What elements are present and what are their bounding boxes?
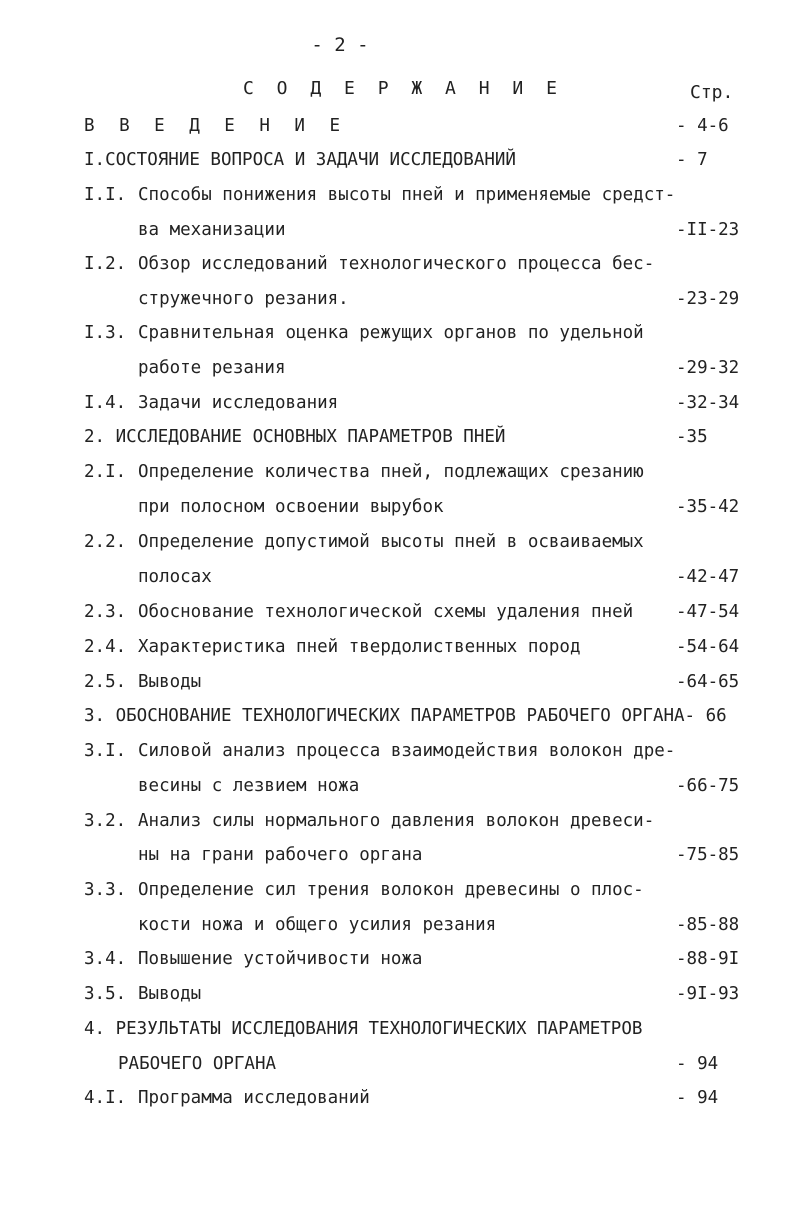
toc-entry-title: Определение количества пней, подлежащих срезанию xyxy=(138,462,644,482)
toc-entry-number: 3.4. xyxy=(84,949,127,969)
toc-entry-title: при полосном освоении вырубок xyxy=(138,497,444,517)
toc-entry xyxy=(0,637,798,667)
toc-title: С О Д Е Р Ж А Н И Е xyxy=(243,78,563,99)
toc-entry-page: -64-65 xyxy=(676,672,740,692)
toc-entry xyxy=(0,880,798,910)
toc-entry xyxy=(0,1088,798,1118)
toc-entry-title: Силовой анализ процесса взаимодействия волокон дре- xyxy=(138,741,676,761)
toc-entry-number: 2.4. xyxy=(84,637,127,657)
toc-entry-title: Сравнительная оценка режущих органов по удельной xyxy=(138,323,644,343)
toc-entry xyxy=(0,185,798,215)
toc-entry-page: -35-42 xyxy=(676,497,740,517)
toc-entry-page: - 94 xyxy=(676,1088,719,1108)
toc-entry-page: - 7 xyxy=(676,150,708,170)
toc-entry-number: 2.I. xyxy=(84,462,127,482)
toc-entry xyxy=(0,706,798,736)
toc-entry xyxy=(0,220,798,250)
toc-entry-title: Характеристика пней твердолиственных пород xyxy=(138,637,581,657)
toc-entry xyxy=(0,116,798,146)
toc-entry-page: - 94 xyxy=(676,1054,719,1074)
toc-entry-page: -29-32 xyxy=(676,358,740,378)
toc-entry-number: I.2. xyxy=(84,254,127,274)
toc-entry-number: 3.3. xyxy=(84,880,127,900)
toc-entry-title: Задачи исследования xyxy=(138,393,339,413)
toc-entry-title: ва механизации xyxy=(138,220,286,240)
toc-entry-number: I.3. xyxy=(84,323,127,343)
toc-entry-title: Повышение устойчивости ножа xyxy=(138,949,423,969)
toc-entry-title: Выводы xyxy=(138,672,202,692)
toc-entry-title: РАБОЧЕГО ОРГАНА xyxy=(118,1054,277,1074)
toc-entry xyxy=(0,776,798,806)
toc-entry-title: 2. ИССЛЕДОВАНИЕ ОСНОВНЫХ ПАРАМЕТРОВ ПНЕЙ xyxy=(84,427,506,447)
toc-entry-title: стружечного резания. xyxy=(138,289,349,309)
toc-entry xyxy=(0,462,798,492)
toc-entry-title: I.СОСТОЯНИЕ ВОПРОСА И ЗАДАЧИ ИССЛЕДОВАНИЙ xyxy=(84,150,516,170)
toc-entry-page: -9I-93 xyxy=(676,984,740,1004)
toc-entry-page: -35 xyxy=(676,427,708,447)
toc-entry xyxy=(0,150,798,180)
toc-entry-number: I.I. xyxy=(84,185,127,205)
toc-entry xyxy=(0,427,798,457)
toc-entry-page: -23-29 xyxy=(676,289,740,309)
toc-entry-number: 4.I. xyxy=(84,1088,127,1108)
toc-entry-page: - 4-6 xyxy=(676,116,729,136)
toc-entry xyxy=(0,602,798,632)
toc-entry xyxy=(0,393,798,423)
toc-entry-title: Анализ силы нормального давления волокон древеси- xyxy=(138,811,655,831)
toc-entry xyxy=(0,984,798,1014)
toc-entry-title: В В Е Д Е Н И Е xyxy=(84,116,348,136)
page-number: - 2 - xyxy=(311,34,369,56)
toc-entry xyxy=(0,672,798,702)
toc-entry xyxy=(0,532,798,562)
toc-entry-number: 2.5. xyxy=(84,672,127,692)
toc-entry-title: ны на грани рабочего органа xyxy=(138,845,423,865)
toc-entry-number: 2.2. xyxy=(84,532,127,552)
toc-entry-title: кости ножа и общего усилия резания xyxy=(138,915,497,935)
toc-entry-number: 3.5. xyxy=(84,984,127,1004)
toc-entry-title: Определение сил трения волокон древесины о плос- xyxy=(138,880,644,900)
toc-entry xyxy=(0,1054,798,1084)
toc-entry xyxy=(0,741,798,771)
toc-entry-page: -47-54 xyxy=(676,602,740,622)
toc-entry-title: 3. ОБОСНОВАНИЕ ТЕХНОЛОГИЧЕСКИХ ПАРАМЕТРОВ РАБОЧЕГО ОРГАНА- 66 xyxy=(84,706,727,726)
toc-entry-title: Способы понижения высоты пней и применяемые средст- xyxy=(138,185,676,205)
toc-entry-page: -88-9I xyxy=(676,949,740,969)
toc-entry xyxy=(0,949,798,979)
toc-entry-page: -75-85 xyxy=(676,845,740,865)
toc-entry-title: Выводы xyxy=(138,984,202,1004)
toc-entry-title: весины с лезвием ножа xyxy=(138,776,360,796)
toc-entry xyxy=(0,323,798,353)
toc-entry xyxy=(0,289,798,319)
toc-entry-page: -54-64 xyxy=(676,637,740,657)
toc-entry-title: полосах xyxy=(138,567,212,587)
toc-entry xyxy=(0,254,798,284)
toc-entry xyxy=(0,915,798,945)
toc-entry-title: Определение допустимой высоты пней в осваиваемых xyxy=(138,532,644,552)
toc-entry-number: I.4. xyxy=(84,393,127,413)
toc-entry-page: -II-23 xyxy=(676,220,740,240)
toc-entry xyxy=(0,1019,798,1049)
toc-entry xyxy=(0,497,798,527)
toc-entry-number: 3.2. xyxy=(84,811,127,831)
toc-entry-title: Программа исследований xyxy=(138,1088,370,1108)
toc-entry xyxy=(0,811,798,841)
toc-entry-title: 4. РЕЗУЛЬТАТЫ ИССЛЕДОВАНИЯ ТЕХНОЛОГИЧЕСКИХ ПАРАМЕТРОВ xyxy=(84,1019,643,1039)
toc-entry xyxy=(0,358,798,388)
toc-entry xyxy=(0,567,798,597)
pages-column-label: Стр. xyxy=(690,82,734,103)
toc-entry-page: -85-88 xyxy=(676,915,740,935)
toc-entry-page: -42-47 xyxy=(676,567,740,587)
toc-entry-number: 3.I. xyxy=(84,741,127,761)
toc-entry-title: Обзор исследований технологического процесса бес- xyxy=(138,254,655,274)
toc-entry-title: Обоснование технологической схемы удаления пней xyxy=(138,602,634,622)
toc-entry-number: 2.3. xyxy=(84,602,127,622)
toc-entry xyxy=(0,845,798,875)
toc-entry-page: -66-75 xyxy=(676,776,740,796)
toc-entry-title: работе резания xyxy=(138,358,286,378)
toc-entry-page: -32-34 xyxy=(676,393,740,413)
